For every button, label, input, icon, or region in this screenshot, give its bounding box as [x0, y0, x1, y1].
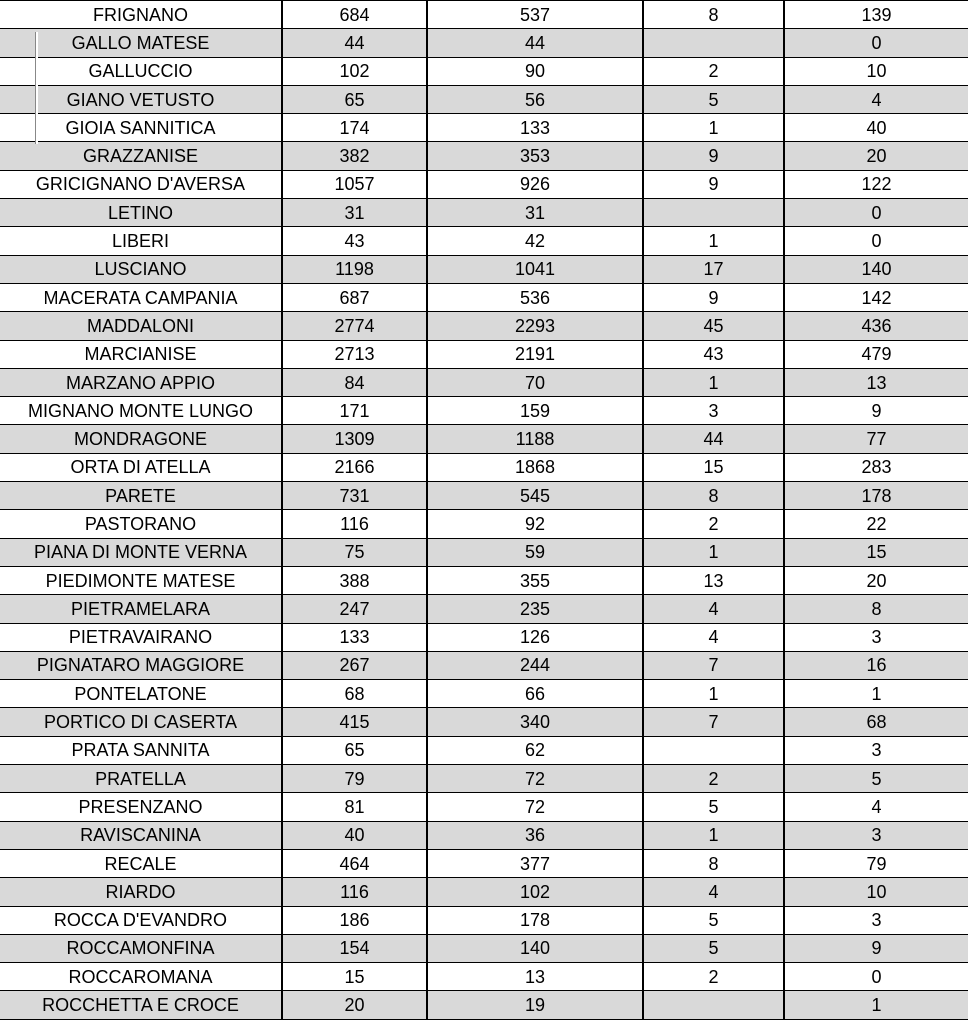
table-row: [0, 340, 968, 368]
table-row: [0, 651, 968, 679]
value-cell-4: 4: [784, 793, 968, 821]
municipality-cell: RAVISCANINA: [0, 821, 282, 849]
municipality-cell: GALLUCCIO: [0, 57, 282, 85]
municipality-cell: MADDALONI: [0, 312, 282, 340]
value-cell-2: 66: [427, 680, 643, 708]
value-cell-4: 8: [784, 595, 968, 623]
table-row: [0, 227, 968, 255]
municipality-cell: ROCCA D'EVANDRO: [0, 906, 282, 934]
value-cell-4: 3: [784, 736, 968, 764]
municipality-cell: PASTORANO: [0, 510, 282, 538]
table-row: [0, 934, 968, 962]
value-cell-1: 1309: [282, 425, 427, 453]
table-row: [0, 878, 968, 906]
value-cell-4: 15: [784, 538, 968, 566]
value-cell-2: 31: [427, 199, 643, 227]
value-cell-4: 16: [784, 651, 968, 679]
value-cell-4: 22: [784, 510, 968, 538]
table-row: [0, 623, 968, 651]
value-cell-4: 178: [784, 482, 968, 510]
value-cell-4: 122: [784, 170, 968, 198]
value-cell-4: 1: [784, 680, 968, 708]
value-cell-3: 45: [643, 312, 784, 340]
value-cell-3: 1: [643, 680, 784, 708]
table-row: [0, 453, 968, 481]
value-cell-2: 244: [427, 651, 643, 679]
value-cell-1: 186: [282, 906, 427, 934]
municipality-cell: LUSCIANO: [0, 255, 282, 283]
table-row: [0, 142, 968, 170]
value-cell-3: 9: [643, 142, 784, 170]
value-cell-1: 68: [282, 680, 427, 708]
value-cell-2: 159: [427, 397, 643, 425]
municipality-cell: PORTICO DI CASERTA: [0, 708, 282, 736]
value-cell-2: 235: [427, 595, 643, 623]
value-cell-3: 8: [643, 482, 784, 510]
table-row: [0, 538, 968, 566]
municipality-cell: MACERATA CAMPANIA: [0, 283, 282, 311]
value-cell-3: 1: [643, 538, 784, 566]
value-cell-2: 340: [427, 708, 643, 736]
table-row: [0, 312, 968, 340]
value-cell-1: 174: [282, 114, 427, 142]
value-cell-1: 40: [282, 821, 427, 849]
table-row: [0, 114, 968, 142]
value-cell-4: 140: [784, 255, 968, 283]
value-cell-1: 731: [282, 482, 427, 510]
municipality-cell: ROCCHETTA E CROCE: [0, 991, 282, 1019]
value-cell-4: 10: [784, 57, 968, 85]
value-cell-1: 116: [282, 878, 427, 906]
value-cell-2: 2191: [427, 340, 643, 368]
value-cell-2: 926: [427, 170, 643, 198]
value-cell-2: 537: [427, 1, 643, 29]
value-cell-4: 3: [784, 821, 968, 849]
value-cell-3: 9: [643, 170, 784, 198]
value-cell-2: 19: [427, 991, 643, 1019]
municipality-cell: PIANA DI MONTE VERNA: [0, 538, 282, 566]
municipality-cell: MONDRAGONE: [0, 425, 282, 453]
value-cell-1: 43: [282, 227, 427, 255]
municipality-cell: PIETRAMELARA: [0, 595, 282, 623]
value-cell-3: 13: [643, 566, 784, 594]
value-cell-1: 79: [282, 765, 427, 793]
value-cell-4: 9: [784, 397, 968, 425]
municipality-cell: PIETRAVAIRANO: [0, 623, 282, 651]
value-cell-3: [643, 736, 784, 764]
municipality-cell: ROCCAROMANA: [0, 963, 282, 991]
value-cell-4: 436: [784, 312, 968, 340]
value-cell-4: 0: [784, 199, 968, 227]
value-cell-1: 15: [282, 963, 427, 991]
value-cell-3: 8: [643, 849, 784, 877]
value-cell-3: 43: [643, 340, 784, 368]
value-cell-4: 0: [784, 963, 968, 991]
value-cell-2: 1868: [427, 453, 643, 481]
table-row: [0, 736, 968, 764]
municipality-cell: PRATA SANNITA: [0, 736, 282, 764]
value-cell-2: 353: [427, 142, 643, 170]
value-cell-1: 31: [282, 199, 427, 227]
table-row: [0, 85, 968, 113]
value-cell-3: 17: [643, 255, 784, 283]
table-row: [0, 765, 968, 793]
table-row: [0, 510, 968, 538]
municipality-cell: RIARDO: [0, 878, 282, 906]
table-row: [0, 566, 968, 594]
value-cell-3: [643, 991, 784, 1019]
value-cell-2: 92: [427, 510, 643, 538]
table-row: [0, 708, 968, 736]
value-cell-3: 2: [643, 57, 784, 85]
value-cell-3: 7: [643, 708, 784, 736]
value-cell-4: 0: [784, 227, 968, 255]
value-cell-4: 77: [784, 425, 968, 453]
value-cell-2: 70: [427, 368, 643, 396]
value-cell-2: 1188: [427, 425, 643, 453]
value-cell-2: 377: [427, 849, 643, 877]
value-cell-1: 116: [282, 510, 427, 538]
municipality-cell: PARETE: [0, 482, 282, 510]
value-cell-2: 42: [427, 227, 643, 255]
municipality-cell: LIBERI: [0, 227, 282, 255]
value-cell-2: 44: [427, 29, 643, 57]
value-cell-2: 59: [427, 538, 643, 566]
value-cell-3: 2: [643, 510, 784, 538]
table-row: [0, 283, 968, 311]
value-cell-1: 65: [282, 85, 427, 113]
value-cell-1: 20: [282, 991, 427, 1019]
value-cell-1: 65: [282, 736, 427, 764]
value-cell-3: 2: [643, 765, 784, 793]
table-row: [0, 482, 968, 510]
value-cell-4: 142: [784, 283, 968, 311]
value-cell-3: 15: [643, 453, 784, 481]
value-cell-3: 4: [643, 623, 784, 651]
municipality-cell: ORTA DI ATELLA: [0, 453, 282, 481]
value-cell-3: 44: [643, 425, 784, 453]
value-cell-1: 388: [282, 566, 427, 594]
value-cell-4: 20: [784, 142, 968, 170]
value-cell-3: 8: [643, 1, 784, 29]
value-cell-4: 1: [784, 991, 968, 1019]
value-cell-2: 36: [427, 821, 643, 849]
municipality-cell: MARZANO APPIO: [0, 368, 282, 396]
value-cell-4: 479: [784, 340, 968, 368]
table-row: [0, 680, 968, 708]
table-row: [0, 991, 968, 1019]
scan-artifact: [35, 32, 38, 144]
table-row: [0, 170, 968, 198]
value-cell-1: 687: [282, 283, 427, 311]
value-cell-2: 140: [427, 934, 643, 962]
municipality-cell: GRICIGNANO D'AVERSA: [0, 170, 282, 198]
value-cell-1: 154: [282, 934, 427, 962]
value-cell-1: 171: [282, 397, 427, 425]
value-cell-3: [643, 29, 784, 57]
value-cell-2: 1041: [427, 255, 643, 283]
value-cell-2: 72: [427, 765, 643, 793]
value-cell-3: 9: [643, 283, 784, 311]
table-body: [0, 1, 968, 1020]
value-cell-1: 102: [282, 57, 427, 85]
value-cell-4: 3: [784, 623, 968, 651]
value-cell-1: 247: [282, 595, 427, 623]
value-cell-1: 44: [282, 29, 427, 57]
value-cell-4: 79: [784, 849, 968, 877]
table-row: [0, 397, 968, 425]
value-cell-2: 56: [427, 85, 643, 113]
municipality-cell: PIGNATARO MAGGIORE: [0, 651, 282, 679]
municipality-cell: MIGNANO MONTE LUNGO: [0, 397, 282, 425]
value-cell-1: 75: [282, 538, 427, 566]
value-cell-3: 1: [643, 227, 784, 255]
table-row: [0, 821, 968, 849]
table-row: [0, 29, 968, 57]
value-cell-4: 40: [784, 114, 968, 142]
value-cell-2: 90: [427, 57, 643, 85]
value-cell-4: 3: [784, 906, 968, 934]
value-cell-1: 2774: [282, 312, 427, 340]
value-cell-1: 1057: [282, 170, 427, 198]
value-cell-1: 415: [282, 708, 427, 736]
municipality-cell: PONTELATONE: [0, 680, 282, 708]
value-cell-4: 283: [784, 453, 968, 481]
value-cell-2: 72: [427, 793, 643, 821]
value-cell-3: 1: [643, 114, 784, 142]
value-cell-1: 267: [282, 651, 427, 679]
municipality-cell: ROCCAMONFINA: [0, 934, 282, 962]
value-cell-4: 139: [784, 1, 968, 29]
municipality-cell: FRIGNANO: [0, 1, 282, 29]
municipality-cell: PRESENZANO: [0, 793, 282, 821]
value-cell-2: 2293: [427, 312, 643, 340]
municipality-cell: MARCIANISE: [0, 340, 282, 368]
value-cell-1: 2713: [282, 340, 427, 368]
table-row: [0, 425, 968, 453]
table-row: [0, 595, 968, 623]
value-cell-3: 1: [643, 368, 784, 396]
value-cell-2: 133: [427, 114, 643, 142]
table-row: [0, 906, 968, 934]
municipality-cell: GIANO VETUSTO: [0, 85, 282, 113]
value-cell-4: 0: [784, 29, 968, 57]
table-row: [0, 793, 968, 821]
value-cell-3: 5: [643, 793, 784, 821]
value-cell-3: 4: [643, 595, 784, 623]
value-cell-4: 5: [784, 765, 968, 793]
value-cell-3: 1: [643, 821, 784, 849]
municipality-cell: PIEDIMONTE MATESE: [0, 566, 282, 594]
value-cell-3: [643, 199, 784, 227]
value-cell-1: 133: [282, 623, 427, 651]
value-cell-2: 536: [427, 283, 643, 311]
value-cell-4: 13: [784, 368, 968, 396]
value-cell-2: 62: [427, 736, 643, 764]
table-row: [0, 963, 968, 991]
value-cell-4: 68: [784, 708, 968, 736]
value-cell-2: 102: [427, 878, 643, 906]
value-cell-2: 13: [427, 963, 643, 991]
value-cell-2: 126: [427, 623, 643, 651]
value-cell-3: 5: [643, 906, 784, 934]
value-cell-1: 84: [282, 368, 427, 396]
table-row: [0, 1, 968, 29]
value-cell-1: 464: [282, 849, 427, 877]
value-cell-3: 2: [643, 963, 784, 991]
value-cell-1: 2166: [282, 453, 427, 481]
table-row: [0, 255, 968, 283]
value-cell-1: 1198: [282, 255, 427, 283]
table-row: [0, 199, 968, 227]
municipality-cell: GRAZZANISE: [0, 142, 282, 170]
value-cell-4: 10: [784, 878, 968, 906]
municipality-cell: GIOIA SANNITICA: [0, 114, 282, 142]
table-row: [0, 849, 968, 877]
value-cell-3: 4: [643, 878, 784, 906]
table-row: [0, 368, 968, 396]
value-cell-4: 4: [784, 85, 968, 113]
value-cell-4: 9: [784, 934, 968, 962]
value-cell-3: 3: [643, 397, 784, 425]
table-row: [0, 57, 968, 85]
value-cell-2: 545: [427, 482, 643, 510]
municipality-cell: RECALE: [0, 849, 282, 877]
value-cell-3: 5: [643, 934, 784, 962]
value-cell-2: 178: [427, 906, 643, 934]
value-cell-2: 355: [427, 566, 643, 594]
value-cell-1: 81: [282, 793, 427, 821]
value-cell-1: 684: [282, 1, 427, 29]
value-cell-3: 5: [643, 85, 784, 113]
value-cell-3: 7: [643, 651, 784, 679]
value-cell-4: 20: [784, 566, 968, 594]
municipality-cell: GALLO MATESE: [0, 29, 282, 57]
value-cell-1: 382: [282, 142, 427, 170]
municipality-cell: LETINO: [0, 199, 282, 227]
municipality-cell: PRATELLA: [0, 765, 282, 793]
